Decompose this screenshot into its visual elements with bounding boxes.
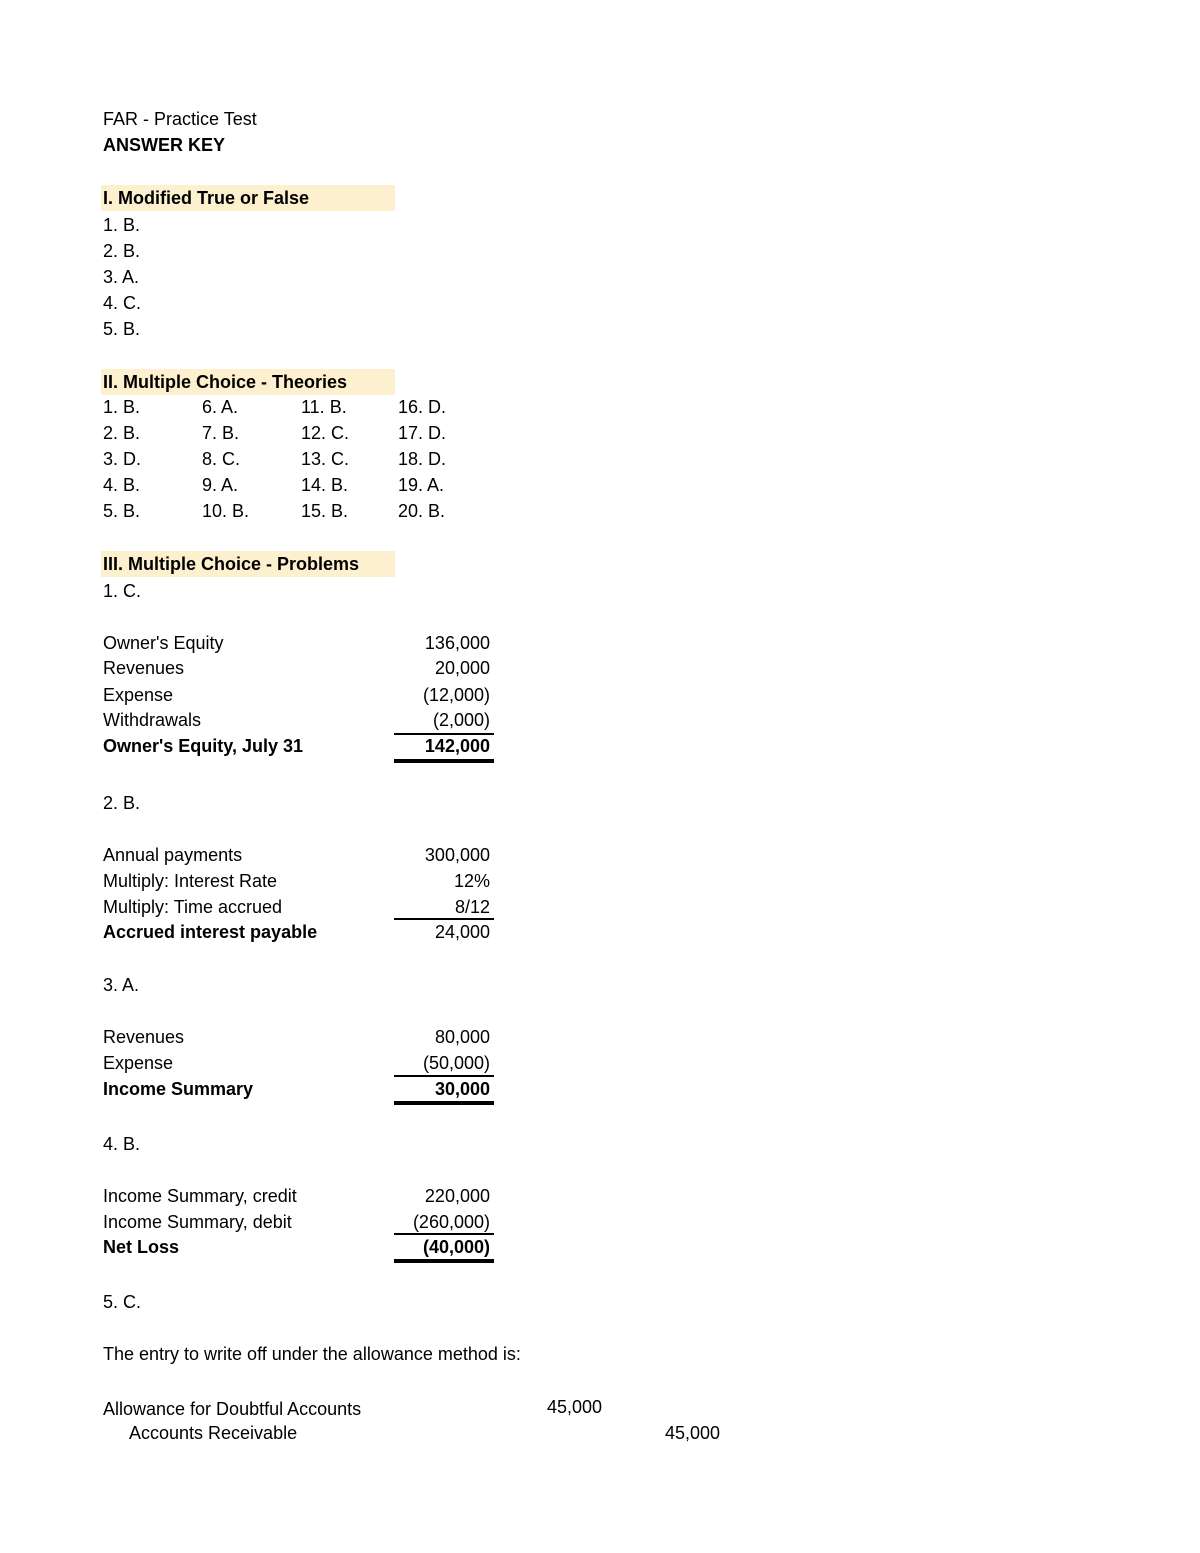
row-amount: 136,000 — [424, 633, 490, 653]
row-label: Annual payments — [103, 845, 243, 865]
total-amount: 142,000 — [424, 736, 490, 756]
row-amount: 20,000 — [434, 658, 490, 678]
section-heading-theories: II. Multiple Choice - Theories — [101, 369, 395, 395]
total-label: Net Loss — [103, 1237, 180, 1257]
total-label: Accrued interest payable — [103, 922, 318, 942]
answer-item: 4. C. — [103, 293, 142, 313]
answer-item: 1. B. — [103, 215, 141, 235]
answer-item: 20. B. — [398, 501, 446, 521]
row-label: Income Summary, credit — [103, 1186, 297, 1206]
answer-item: 2. B. — [103, 423, 141, 443]
row-label: Revenues — [103, 658, 185, 678]
total-double-rule — [394, 1259, 494, 1263]
subtotal-rule — [394, 918, 494, 920]
problem-answer: 3. A. — [103, 975, 140, 995]
total-label: Income Summary — [103, 1079, 254, 1099]
answer-item: 12. C. — [301, 423, 350, 443]
subtotal-rule — [394, 1233, 494, 1235]
answer-item: 6. A. — [202, 397, 239, 417]
row-amount: 220,000 — [424, 1186, 490, 1206]
answer-item: 16. D. — [398, 397, 447, 417]
answer-item: 3. D. — [103, 449, 142, 469]
answer-item: 13. C. — [301, 449, 350, 469]
total-amount: 30,000 — [434, 1079, 490, 1099]
section-heading-problems: III. Multiple Choice - Problems — [101, 551, 395, 577]
answer-item: 17. D. — [398, 423, 447, 443]
answer-item: 1. B. — [103, 397, 141, 417]
total-double-rule — [394, 1101, 494, 1105]
debit-account: Allowance for Doubtful Accounts — [103, 1399, 362, 1419]
row-amount: 80,000 — [434, 1027, 490, 1047]
row-amount: (260,000) — [412, 1212, 490, 1232]
credit-amount: 45,000 — [665, 1423, 721, 1443]
answer-item: 8. C. — [202, 449, 241, 469]
problem-answer: 1. C. — [103, 581, 142, 601]
answer-item: 15. B. — [301, 501, 349, 521]
answer-item: 5. B. — [103, 319, 141, 339]
problem-answer: 5. C. — [103, 1292, 142, 1312]
subtotal-rule — [394, 1075, 494, 1077]
answer-item: 11. B. — [301, 397, 347, 417]
answer-item: 3. A. — [103, 267, 140, 287]
row-label: Expense — [103, 1053, 174, 1073]
document-title: FAR - Practice Test — [103, 109, 257, 129]
row-label: Revenues — [103, 1027, 185, 1047]
total-amount: (40,000) — [422, 1237, 490, 1257]
answer-item: 14. B. — [301, 475, 349, 495]
journal-entry-note: The entry to write off under the allowance method is: — [103, 1344, 521, 1364]
answer-item: 7. B. — [202, 423, 240, 443]
answer-item: 2. B. — [103, 241, 141, 261]
answer-item: 10. B. — [202, 501, 250, 521]
debit-amount: 45,000 — [547, 1397, 603, 1417]
problem-answer: 4. B. — [103, 1134, 141, 1154]
row-amount: 12% — [453, 871, 490, 891]
answer-item: 4. B. — [103, 475, 141, 495]
problem-answer: 2. B. — [103, 793, 141, 813]
total-label: Owner's Equity, July 31 — [103, 736, 304, 756]
total-amount: 24,000 — [434, 922, 490, 942]
answer-item: 9. A. — [202, 475, 239, 495]
row-label: Expense — [103, 685, 174, 705]
row-label: Withdrawals — [103, 710, 202, 730]
row-label: Income Summary, debit — [103, 1212, 292, 1232]
row-label: Multiply: Time accrued — [103, 897, 283, 917]
answer-item: 18. D. — [398, 449, 447, 469]
row-amount: (2,000) — [432, 710, 490, 730]
row-amount: 8/12 — [454, 897, 490, 917]
row-amount: (12,000) — [422, 685, 490, 705]
answer-item: 5. B. — [103, 501, 141, 521]
row-label: Owner's Equity — [103, 633, 224, 653]
credit-account: Accounts Receivable — [129, 1423, 298, 1443]
row-amount: (50,000) — [422, 1053, 490, 1073]
row-label: Multiply: Interest Rate — [103, 871, 278, 891]
document-subtitle: ANSWER KEY — [103, 135, 226, 155]
total-double-rule — [394, 759, 494, 763]
section-heading-true-false: I. Modified True or False — [101, 185, 395, 211]
row-amount: 300,000 — [424, 845, 490, 865]
answer-item: 19. A. — [398, 475, 445, 495]
